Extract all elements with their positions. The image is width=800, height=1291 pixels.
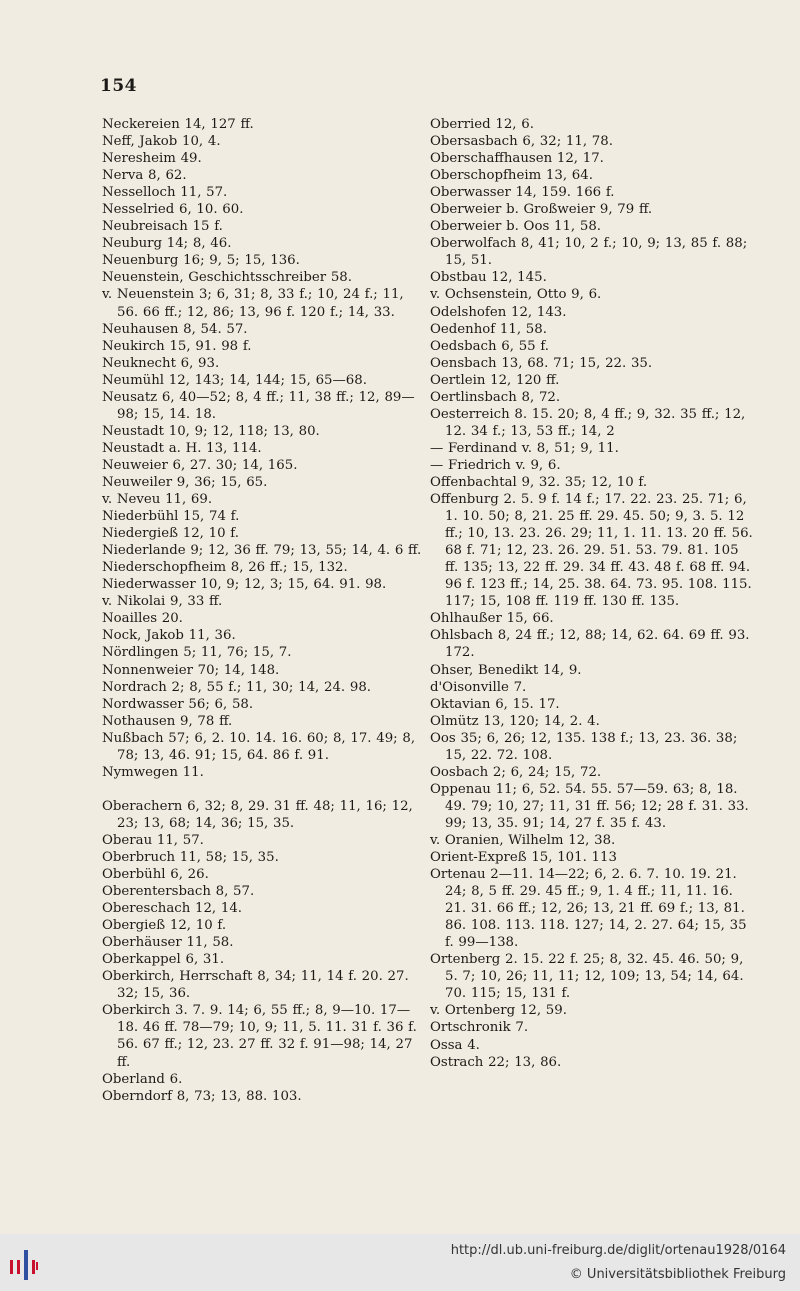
footer-bar	[0, 1234, 800, 1291]
index-entry: Olmütz 13, 120; 14, 2. 4.	[430, 713, 600, 729]
index-entry: Nordwasser 56; 6, 58.	[102, 696, 254, 712]
index-entry: Oertlinsbach 8, 72.	[430, 389, 561, 405]
index-entry: Oberkirch 3. 7. 9. 14; 6, 55 ff.; 8, 9—10. 17—18. 46 ff. 78—79; 10, 9; 11, 5. 11. 31 f. 36 f. 56. 67 ff.; 12, 23. 27 ff. 32 f. 91—98; 14, 27 ff.	[102, 1003, 417, 1070]
index-entry: Nock, Jakob 11, 36.	[102, 628, 236, 644]
index-entry: v. Nikolai 9, 33 ff.	[102, 594, 223, 610]
index-entry: Oberndorf 8, 73; 13, 88. 103.	[102, 1088, 302, 1104]
index-entry: Oberschaffhausen 12, 17.	[430, 151, 604, 167]
university-logo-icon	[8, 1242, 40, 1282]
index-entry: Oberweier b. Großweier 9, 79 ff.	[430, 202, 653, 218]
index-entry: Oberachern 6, 32; 8, 29. 31 ff. 48; 11, 16; 12, 23; 13, 68; 14, 36; 15, 35.	[102, 798, 413, 831]
index-entry: Ostrach 22; 13, 86.	[430, 1054, 562, 1070]
index-entry: Oos 35; 6, 26; 12, 135. 138 f.; 13, 23. 36. 38; 15, 22. 72. 108.	[430, 730, 738, 763]
index-entry: Niederwasser 10, 9; 12, 3; 15, 64. 91. 98.	[102, 577, 387, 593]
index-entry: Nesselloch 11, 57.	[102, 185, 228, 201]
index-entry: Neuknecht 6, 93.	[102, 355, 220, 371]
index-entry: Oberland 6.	[102, 1071, 183, 1087]
index-entry: Neuweier 6, 27. 30; 14, 165.	[102, 457, 298, 473]
index-entry: Niedergieß 12, 10 f.	[102, 526, 239, 542]
index-entry: Obstbau 12, 145.	[430, 270, 547, 286]
index-entry: Niederschopfheim 8, 26 ff.; 15, 132.	[102, 560, 348, 576]
index-entry: Neuenburg 16; 9, 5; 15, 136.	[102, 253, 300, 269]
index-entry: — Friedrich v. 9, 6.	[430, 457, 561, 473]
index-entry: Neusatz 6, 40—52; 8, 4 ff.; 11, 38 ff.; 12, 89—98; 15, 14. 18.	[102, 389, 415, 422]
index-entry: Neubreisach 15 f.	[102, 219, 223, 235]
index-entry: Oberschopfheim 13, 64.	[430, 168, 593, 184]
index-entry: Oberried 12, 6.	[430, 117, 534, 132]
index-entry: Neff, Jakob 10, 4.	[102, 134, 221, 150]
index-entry: Odelshofen 12, 143.	[430, 304, 567, 320]
index-entry: Neuweiler 9, 36; 15, 65.	[102, 474, 268, 490]
index-entry: Nordrach 2; 8, 55 f.; 11, 30; 14, 24. 98.	[102, 679, 372, 695]
index-entry: Neuhausen 8, 54. 57.	[102, 321, 248, 337]
index-entry: Ortenau 2—11. 14—22; 6, 2. 6. 7. 10. 19. 21. 24; 8, 5 ff. 29. 45 ff.; 9, 1. 4 ff.; 11, 11. 16. 21. 31. 66 ff.; 12, 26; 13, 21 ff. 69 f.; 13, 81. 86. 108. 113. 118. 127; 14, 2. 27. 64; 15, 35 f. 99—138.	[430, 867, 747, 951]
index-entry: v. Neveu 11, 69.	[102, 492, 213, 508]
index-entry: Oppenau 11; 6, 52. 54. 55. 57—59. 63; 8, 18. 49. 79; 10, 27; 11, 31 ff. 56; 12; 28 f. 31. 33. 99; 13, 35. 91; 14, 27 f. 35 f. 43.	[430, 781, 749, 831]
index-entry: Oktavian 6, 15. 17.	[430, 696, 560, 712]
index-entry: Neukirch 15, 91. 98 f.	[102, 338, 252, 354]
right-index-column	[430, 116, 756, 1071]
index-entry: Neuenstein, Geschichtsschreiber 58.	[102, 270, 352, 286]
index-entry: Oedsbach 6, 55 f.	[430, 338, 550, 354]
index-entry: Nonnenweier 70; 14, 148.	[102, 662, 280, 678]
index-entry: Obersasbach 6, 32; 11, 78.	[430, 134, 613, 150]
index-entry: Nymwegen 11.	[102, 764, 204, 780]
index-entry: Neustadt 10, 9; 12, 118; 13, 80.	[102, 423, 320, 439]
index-entry: v. Neuenstein 3; 6, 31; 8, 33 f.; 10, 24 f.; 11, 56. 66 ff.; 12, 86; 13, 96 f. 120 f.; 14, 33.	[102, 287, 404, 320]
index-entry: Oberweier b. Oos 11, 58.	[430, 219, 602, 235]
index-entry: Oensbach 13, 68. 71; 15, 22. 35.	[430, 355, 653, 371]
index-entry: Neumühl 12, 143; 14, 144; 15, 65—68.	[102, 372, 367, 388]
index-entry: Neresheim 49.	[102, 151, 202, 167]
index-entry: Oberbühl 6, 26.	[102, 867, 209, 883]
index-entry: Ossa 4.	[430, 1037, 480, 1053]
index-entry: Oberentersbach 8, 57.	[102, 884, 255, 900]
index-entry: Obereschach 12, 14.	[102, 901, 243, 917]
index-entry: v. Ortenberg 12, 59.	[430, 1003, 567, 1019]
index-entry: Obergieß 12, 10 f.	[102, 918, 227, 934]
index-entry: Offenbachtal 9, 32. 35; 12, 10 f.	[430, 474, 648, 490]
index-entry: Oberwolfach 8, 41; 10, 2 f.; 10, 9; 13, 85 f. 88; 15, 51.	[430, 236, 748, 269]
index-entry: Niederlande 9; 12, 36 ff. 79; 13, 55; 14, 4. 6 ff.	[102, 543, 422, 559]
index-entry: Neuburg 14; 8, 46.	[102, 236, 232, 252]
index-entry: Nördlingen 5; 11, 76; 15, 7.	[102, 645, 292, 661]
index-entry: Oertlein 12, 120 ff.	[430, 372, 560, 388]
index-entry: Ohser, Benedikt 14, 9.	[430, 662, 582, 678]
index-entry: Oberbruch 11, 58; 15, 35.	[102, 849, 279, 865]
index-entry: Niederbühl 15, 74 f.	[102, 509, 240, 525]
index-entry: Nußbach 57; 6, 2. 10. 14. 16. 60; 8, 17. 49; 8, 78; 13, 46. 91; 15, 64. 86 f. 91.	[102, 730, 416, 763]
left-index-column	[102, 116, 428, 1105]
index-entry: — Ferdinand v. 8, 51; 9, 11.	[430, 440, 619, 456]
index-entry: Nothausen 9, 78 ff.	[102, 713, 233, 729]
index-entry: Oberkappel 6, 31.	[102, 952, 225, 968]
index-entry: Noailles 20.	[102, 611, 183, 627]
index-entry: Ohlsbach 8, 24 ff.; 12, 88; 14, 62. 64. 69 ff. 93. 172.	[430, 628, 750, 661]
index-entry: Nerva 8, 62.	[102, 168, 187, 184]
page-number: 154	[100, 76, 137, 96]
index-entry: Ortenberg 2. 15. 22 f. 25; 8, 32. 45. 46. 50; 9, 5. 7; 10, 26; 11, 11; 12, 109; 13, 54; 14, 64. 70. 115; 15, 131 f.	[430, 952, 744, 1002]
index-entry: Oberkirch, Herrschaft 8, 34; 11, 14 f. 20. 27. 32; 15, 36.	[102, 969, 409, 1002]
index-entry: Oberwasser 14, 159. 166 f.	[430, 185, 615, 201]
index-entry: d'Oisonville 7.	[430, 679, 527, 695]
index-entry: Oberhäuser 11, 58.	[102, 935, 234, 951]
index-entry: Oedenhof 11, 58.	[430, 321, 547, 337]
index-entry: Neckereien 14, 127 ff.	[102, 117, 254, 132]
index-entry: Ortschronik 7.	[430, 1020, 529, 1036]
index-entry: Nesselried 6, 10. 60.	[102, 202, 244, 218]
index-entry: v. Ochsenstein, Otto 9, 6.	[430, 287, 602, 303]
index-entry: Offenburg 2. 5. 9 f. 14 f.; 17. 22. 23. 25. 71; 6, 1. 10. 50; 8, 21. 25 ff. 29. 45. 50; 9, 3. 5. 12 ff.; 10, 13. 23. 26. 29; 11, 1. 11. 13. 20 ff. 56. 68 f. 71; 12, 23. 26. 29. 51. 53. 79. 81. 105 ff. 135; 13, 22 ff. 29. 34 ff. 43. 48 f. 68 ff. 94. 96 f. 123 ff.; 14, 25. 38. 64. 73. 95. 108. 115. 117; 15, 108 ff. 119 ff. 130 ff. 135.	[430, 492, 753, 610]
footer-copyright: © Universitätsbibliothek Freiburg	[569, 1267, 786, 1282]
index-entry: Neustadt a. H. 13, 114.	[102, 440, 262, 456]
index-entry: v. Oranien, Wilhelm 12, 38.	[430, 832, 616, 848]
index-entry: Oosbach 2; 6, 24; 15, 72.	[430, 764, 602, 780]
index-entry: Oesterreich 8. 15. 20; 8, 4 ff.; 9, 32. 35 ff.; 12, 12. 34 f.; 13, 53 ff.; 14, 2	[430, 406, 746, 439]
index-entry: Ohlhaußer 15, 66.	[430, 611, 554, 627]
index-entry: Orient-Expreß 15, 101. 113	[430, 850, 617, 866]
footer-url-link[interactable]: http://dl.ub.uni-freiburg.de/diglit/ortenau1928/0164	[450, 1243, 786, 1258]
index-entry: Oberau 11, 57.	[102, 832, 204, 848]
